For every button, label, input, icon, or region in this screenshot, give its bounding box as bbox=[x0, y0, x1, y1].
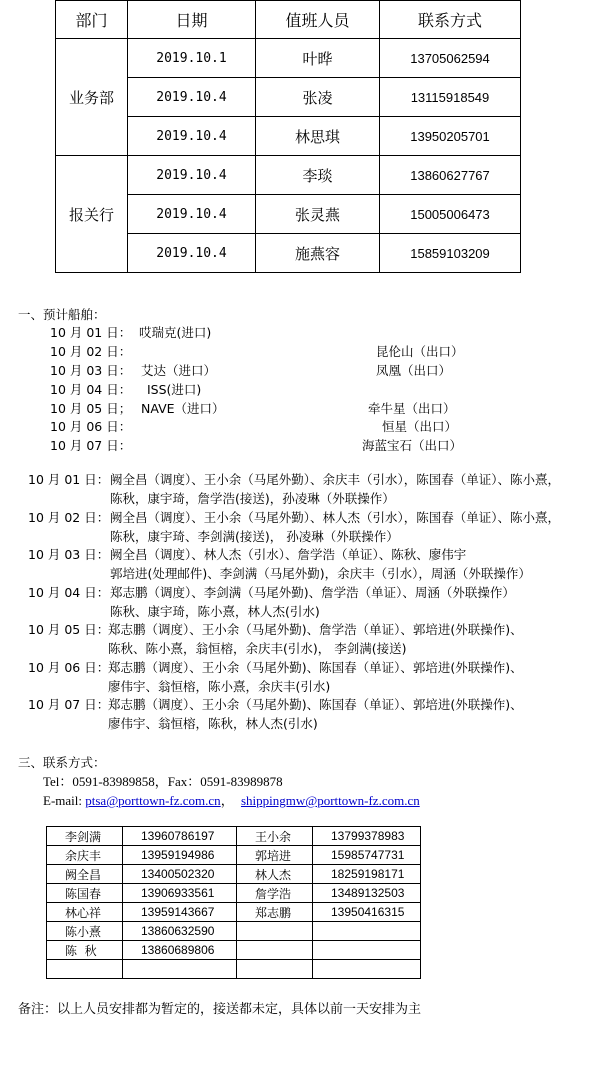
table-row bbox=[47, 903, 421, 922]
phone-cell bbox=[313, 922, 421, 941]
staff-line: 郑志鹏（调度）、王小余（马尾外勤)、陈国春（单证）、郭培进(外联操作)、 bbox=[108, 660, 523, 675]
phone-cell bbox=[123, 960, 237, 979]
email-line bbox=[43, 790, 420, 809]
ship-day: 10 月 04 日： bbox=[50, 382, 132, 397]
phone-cell: 13705062594 bbox=[380, 39, 521, 78]
staff-day: 10 月 04 日： bbox=[28, 585, 110, 600]
staff-name-cell: 陈 秋 bbox=[47, 941, 123, 960]
dept-cell: 报关行 bbox=[56, 156, 128, 273]
tel-fax: Tel：0591-83989858，Fax：0591-83989878 bbox=[43, 774, 283, 789]
phone-cell: 13400502320 bbox=[123, 865, 237, 884]
phone-cell: 13489132503 bbox=[313, 884, 421, 903]
name-cell: 林思琪 bbox=[256, 117, 380, 156]
staff-line: 郭培进(处理邮件)、李剑满（马尾外勤)，余庆丰（引水），周涵（外联操作） bbox=[110, 566, 531, 581]
email-label: E-mail: bbox=[43, 793, 86, 808]
ship-day: 10 月 05 日； bbox=[50, 401, 132, 416]
phone-table bbox=[46, 826, 421, 979]
phone-cell: 15005006473 bbox=[380, 195, 521, 234]
staff-name-cell: 陈小熹 bbox=[47, 922, 123, 941]
staff-name-cell: 林人杰 bbox=[237, 865, 313, 884]
contact-heading: 三、联系方式： bbox=[18, 755, 106, 770]
ship-export: 牵牛星（出口） bbox=[368, 401, 456, 416]
email-separator: ， bbox=[220, 793, 237, 808]
phone-cell bbox=[313, 941, 421, 960]
table-row bbox=[56, 156, 521, 195]
phone-cell: 13115918549 bbox=[380, 78, 521, 117]
staff-day: 10 月 01 日： bbox=[28, 472, 110, 487]
phone-cell: 15985747731 bbox=[313, 846, 421, 865]
ship-import: NAVE（进口） bbox=[141, 401, 225, 416]
date-cell: 2019.10.4 bbox=[128, 234, 256, 273]
name-cell: 张凌 bbox=[256, 78, 380, 117]
staff-line: 廖伟宇、翁恒榕，陈秋，林人杰(引水) bbox=[108, 716, 318, 731]
name-cell: 施燕容 bbox=[256, 234, 380, 273]
phone-cell: 13860689806 bbox=[123, 941, 237, 960]
phone-cell: 18259198171 bbox=[313, 865, 421, 884]
ship-import: ISS(进口) bbox=[147, 382, 202, 397]
staff-line: 陈秋，康宇琦、李剑满(接送)， 孙凌琳（外联操作） bbox=[110, 529, 399, 544]
staff-name-cell: 王小余 bbox=[237, 827, 313, 846]
date-cell: 2019.10.4 bbox=[128, 117, 256, 156]
staff-day: 10 月 03 日： bbox=[28, 547, 110, 562]
table-row bbox=[47, 960, 421, 979]
ship-day: 10 月 02 日： bbox=[50, 344, 132, 359]
phone-cell: 13799378983 bbox=[313, 827, 421, 846]
staff-line: 廖伟宇、翁恒榕，陈小熹，余庆丰(引水) bbox=[108, 679, 331, 694]
staff-name-cell bbox=[237, 960, 313, 979]
phone-cell: 13959143667 bbox=[123, 903, 237, 922]
phone-cell: 13950205701 bbox=[380, 117, 521, 156]
table-row bbox=[47, 846, 421, 865]
staff-name-cell bbox=[47, 960, 123, 979]
header-dept: 部门 bbox=[56, 1, 128, 39]
staff-name-cell: 阙全昌 bbox=[47, 865, 123, 884]
staff-line: 郑志鹏（调度）、王小余（马尾外勤)、陈国春（单证）、郭培进(外联操作)、 bbox=[108, 697, 523, 712]
staff-name-cell: 郑志鹏 bbox=[237, 903, 313, 922]
staff-name-cell bbox=[237, 941, 313, 960]
staff-name-cell: 余庆丰 bbox=[47, 846, 123, 865]
header-date: 日期 bbox=[128, 1, 256, 39]
staff-line: 郑志鹏（调度）、李剑满（马尾外勤)、詹学浩（单证）、周涵（外联操作） bbox=[110, 585, 515, 600]
dept-cell: 业务部 bbox=[56, 39, 128, 156]
table-row bbox=[47, 865, 421, 884]
ship-export: 恒星（出口） bbox=[382, 419, 458, 434]
staff-day: 10 月 07 日： bbox=[28, 697, 110, 712]
table-row bbox=[47, 827, 421, 846]
staff-day: 10 月 02 日： bbox=[28, 510, 110, 525]
ship-day: 10 月 07 日： bbox=[50, 438, 132, 453]
ship-import: 哎瑞克(进口) bbox=[139, 325, 212, 340]
staff-name-cell bbox=[237, 922, 313, 941]
name-cell: 张灵燕 bbox=[256, 195, 380, 234]
email-link-shipping[interactable]: shippingmw@porttown-fz.com.cn bbox=[240, 793, 420, 808]
phone-cell: 13860632590 bbox=[123, 922, 237, 941]
staff-line: 阙全昌（调度）、林人杰（引水）、詹学浩（单证）、陈秋、廖伟宇 bbox=[110, 547, 467, 562]
email-link-ptsa[interactable]: ptsa@porttown-fz.com.cn bbox=[85, 793, 221, 808]
ship-day: 10 月 03 日： bbox=[50, 363, 132, 378]
name-cell: 李琰 bbox=[256, 156, 380, 195]
date-cell: 2019.10.1 bbox=[128, 39, 256, 78]
ship-import: 艾达（进口） bbox=[141, 363, 217, 378]
staff-day: 10 月 06 日： bbox=[28, 660, 110, 675]
date-cell: 2019.10.4 bbox=[128, 156, 256, 195]
staff-name-cell: 郭培进 bbox=[237, 846, 313, 865]
staff-name-cell: 林心祥 bbox=[47, 903, 123, 922]
staff-day: 10 月 05 日： bbox=[28, 622, 110, 637]
staff-name-cell: 李剑满 bbox=[47, 827, 123, 846]
header-contact: 联系方式 bbox=[380, 1, 521, 39]
phone-cell: 13950416315 bbox=[313, 903, 421, 922]
duty-header-row bbox=[56, 1, 521, 39]
date-cell: 2019.10.4 bbox=[128, 195, 256, 234]
staff-line: 陈秋、康宇琦，陈小熹，林人杰(引水) bbox=[110, 604, 320, 619]
staff-line: 阙全昌（调度）、王小余（马尾外勤）、林人杰（引水），陈国春（单证）、陈小熹， bbox=[110, 510, 561, 525]
ship-export: 凤凰（出口） bbox=[376, 363, 452, 378]
table-row bbox=[47, 922, 421, 941]
staff-line: 陈秋，康宇琦，詹学浩(接送)，孙凌琳（外联操作） bbox=[110, 491, 395, 506]
staff-line: 阙全昌（调度）、王小余（马尾外勤）、余庆丰（引水），陈国春（单证）、陈小熹， bbox=[110, 472, 561, 487]
table-row bbox=[47, 884, 421, 903]
duty-table bbox=[55, 0, 521, 273]
phone-cell: 13860627767 bbox=[380, 156, 521, 195]
staff-line: 郑志鹏（调度）、王小余（马尾外勤)、詹学浩（单证）、郭培进(外联操作)、 bbox=[108, 622, 523, 637]
header-staff: 值班人员 bbox=[256, 1, 380, 39]
date-cell: 2019.10.4 bbox=[128, 78, 256, 117]
staff-line: 陈秋、陈小熹，翁恒榕，余庆丰(引水)， 李剑满(接送) bbox=[108, 641, 407, 656]
ships-heading: 一、预计船舶： bbox=[18, 307, 106, 322]
phone-cell: 13906933561 bbox=[123, 884, 237, 903]
ship-export: 海蓝宝石（出口） bbox=[362, 438, 463, 453]
table-row bbox=[56, 39, 521, 78]
ship-day: 10 月 01 日： bbox=[50, 325, 132, 340]
phone-cell: 13959194986 bbox=[123, 846, 237, 865]
ship-day: 10 月 06 日： bbox=[50, 419, 132, 434]
footer-note: 备注：以上人员安排都为暂定的，接送都未定，具体以前一天安排为主 bbox=[18, 1002, 422, 1017]
ship-export: 昆伦山（出口） bbox=[376, 344, 464, 359]
name-cell: 叶晔 bbox=[256, 39, 380, 78]
table-row bbox=[47, 941, 421, 960]
staff-name-cell: 詹学浩 bbox=[237, 884, 313, 903]
phone-cell: 15859103209 bbox=[380, 234, 521, 273]
staff-name-cell: 陈国春 bbox=[47, 884, 123, 903]
phone-cell: 13960786197 bbox=[123, 827, 237, 846]
phone-cell bbox=[313, 960, 421, 979]
